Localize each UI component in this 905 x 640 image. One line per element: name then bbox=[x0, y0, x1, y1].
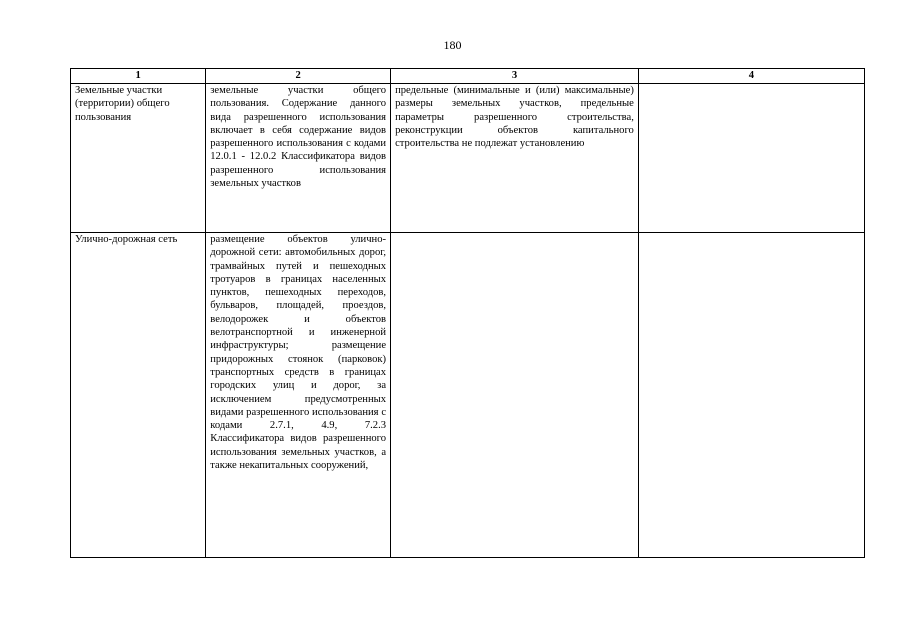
column-header-1: 1 bbox=[71, 69, 206, 84]
land-use-type-cell: Улично-дорожная сеть bbox=[71, 233, 206, 558]
table-header-row bbox=[71, 69, 865, 84]
table-row bbox=[71, 233, 865, 558]
table-row bbox=[71, 84, 865, 233]
column-header-4: 4 bbox=[638, 69, 864, 84]
page-number: 180 bbox=[443, 38, 462, 52]
land-use-type-cell: Земельные участки (территории) общего пользования bbox=[71, 84, 206, 233]
parameters-cell: предельные (минимальные и (или) максимальные) размеры земельных участков, предельные параметры разрешенного строительства, реконструкции объектов капитального строительства не подлежат установлению bbox=[391, 84, 639, 233]
land-use-description-cell: размещение объектов улично-дорожной сети: автомобильных дорог, трамвайных путей и пешеходных тротуаров в границах населенных пунктов, пешеходных переходов, бульваров, площадей, проездов, велодорожек и объектов велотранспортной и инженерной инфраструктуры; размещение придорожных стоянок (парковок) транспортных средств в границах городских улиц и дорог, за исключением предусмотренных видами разрешенного использования с кодами 2.7.1, 4.9, 7.2.3 Классификатора видов разрешенного использования земельных участков, а также некапитальных сооружений, bbox=[206, 233, 391, 558]
column-header-3: 3 bbox=[391, 69, 639, 84]
column-header-2: 2 bbox=[206, 69, 391, 84]
regulations-table bbox=[70, 68, 865, 558]
parameters-cell bbox=[391, 233, 639, 558]
land-use-description-cell: земельные участки общего пользования. Содержание данного вида разрешенного использования включает в себя содержание видов разрешенного использования с кодами 12.0.1 - 12.0.2 Классификатора видов разрешенного использования земельных участков bbox=[206, 84, 391, 233]
notes-cell bbox=[638, 233, 864, 558]
notes-cell bbox=[638, 84, 864, 233]
